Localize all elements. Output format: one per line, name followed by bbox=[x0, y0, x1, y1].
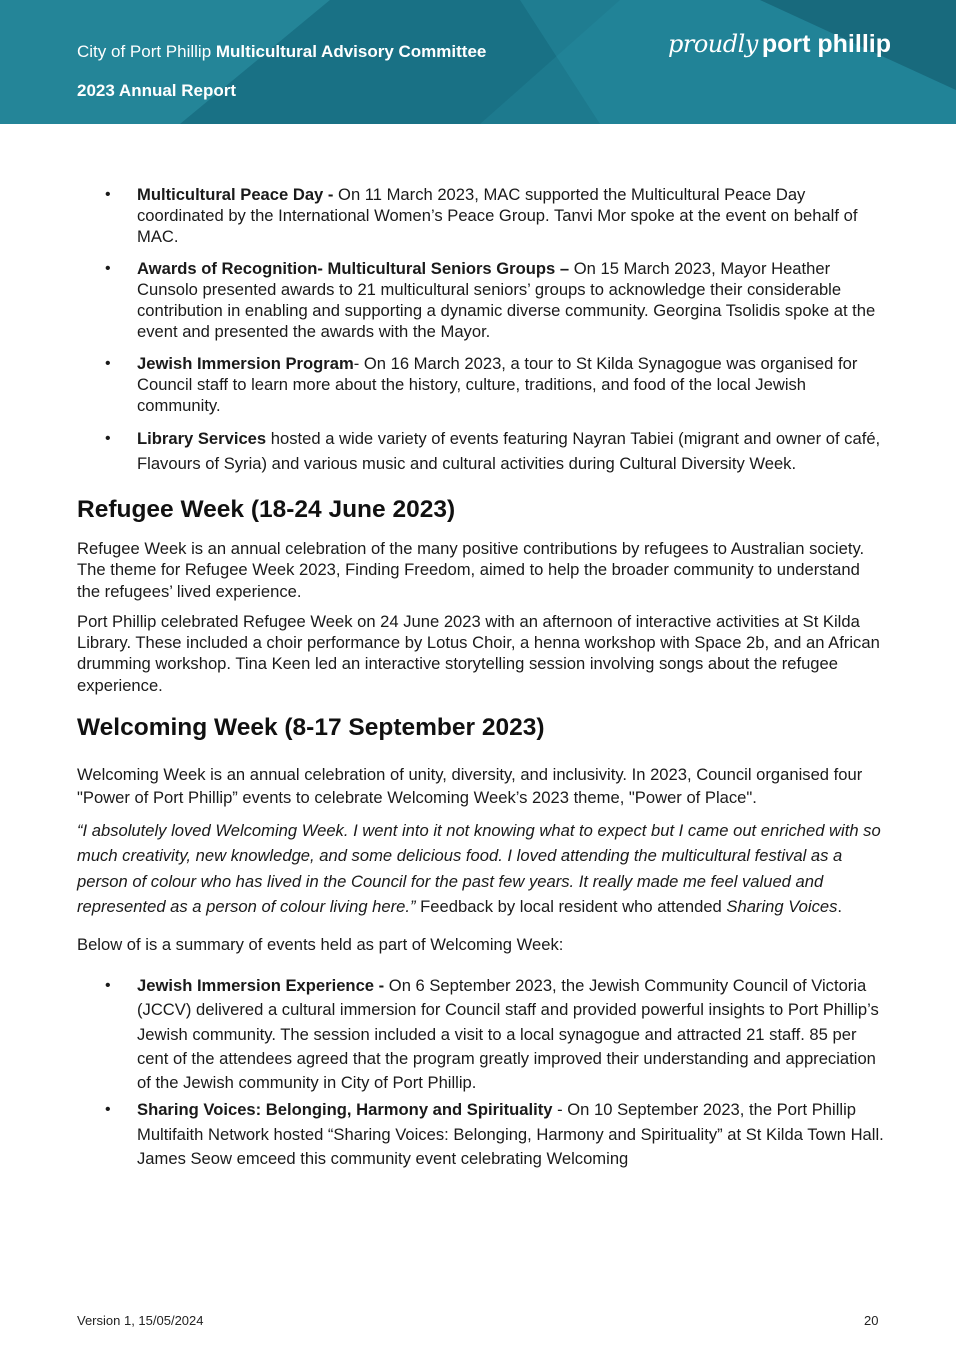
refugee-week-heading: Refugee Week (18-24 June 2023) bbox=[77, 496, 456, 523]
header-report-title: 2023 Annual Report bbox=[77, 81, 237, 100]
list-item bbox=[77, 1098, 885, 1171]
events-list-top bbox=[77, 184, 885, 476]
logo-bold-text: port phillip bbox=[761, 30, 891, 58]
list-item-text: On 6 September 2023, the Jewish Community Council of Victoria (JCCV) delivered a cultural immersion for Council staff and provided powerful insights to Port Phillip’s Jewish community. The session included a visit to a local synagogue and attracted 21 staff. 85 per cent of the attendees agreed that the program greatly improved their understanding and appreciation of the Jewish community in City of Port Phillip. bbox=[137, 976, 879, 1093]
list-item-text: On 11 March 2023, MAC supported the Multicultural Peace Day coordinated by the International Women’s Peace Group. Tanvi Mor spoke at the event on behalf of MAC. bbox=[137, 185, 858, 246]
list-item bbox=[77, 974, 885, 1095]
welcoming-week-heading: Welcoming Week (8-17 September 2023) bbox=[77, 714, 545, 742]
quote-event-name: Sharing Voices bbox=[726, 897, 838, 917]
list-item bbox=[77, 184, 885, 247]
events-list-bottom bbox=[77, 974, 885, 1171]
list-item-title: Multicultural Peace Day - bbox=[137, 185, 339, 204]
list-item-title: Jewish Immersion Experience - bbox=[137, 976, 389, 995]
footer-version: Version 1, 15/05/2024 bbox=[77, 1313, 204, 1328]
quote-text: “I absolutely loved Welcoming Week. I went into it not knowing what to expect but I came out enriched with so much creativity, new knowledge, and some delicious food. I loved attending the multicultural festival as a person of colour who has lived in the Council for the past few years. It really made me feel valued and represented as a person of colour living here.” bbox=[77, 821, 881, 917]
list-item-title: Awards of Recognition- Multicultural Seniors Groups – bbox=[137, 259, 574, 278]
footer-page-number: 20 bbox=[864, 1313, 879, 1328]
resident-feedback-quote bbox=[77, 818, 885, 920]
proudly-port-phillip-logo bbox=[668, 30, 891, 59]
header-org-title bbox=[77, 42, 486, 62]
list-item-text: - On 16 March 2023, a tour to St Kilda Synagogue was organised for Council staff to learn more about the history, culture, traditions, and food of the local Jewish community. bbox=[137, 354, 858, 415]
header-org-prefix: City of Port Phillip bbox=[77, 42, 216, 61]
list-item-title: Jewish Immersion Program bbox=[137, 354, 354, 373]
list-item-text: - On 10 September 2023, the Port Phillip Multifaith Network hosted “Sharing Voices: Belonging, Harmony and Spirituality” at St Kilda Town Hall. James Seow emceed this community event celebrating Welcoming bbox=[137, 1100, 884, 1169]
list-item bbox=[77, 427, 885, 476]
page-content bbox=[77, 184, 885, 1171]
header-background-graphic bbox=[0, 0, 956, 124]
list-item bbox=[77, 258, 885, 342]
summary-intro: Below of is a summary of events held as part of Welcoming Week: bbox=[77, 934, 564, 954]
list-item-title: Sharing Voices: Belonging, Harmony and Spirituality bbox=[137, 1100, 553, 1120]
logo-script-text: proudly bbox=[668, 30, 758, 58]
list-item-text: hosted a wide variety of events featuring Nayran Tabiei (migrant and owner of café, Flavours of Syria) and various music and cultural activities during Cultural Diversity Week. bbox=[137, 429, 881, 473]
page-header-banner bbox=[0, 0, 956, 124]
quote-end: . bbox=[837, 897, 843, 917]
list-item-text: On 15 March 2023, Mayor Heather Cunsolo presented awards to 21 multicultural seniors’ groups to acknowledge their considerable contribution in enabling and supporting a dynamic diverse community. Georgina Tsolidis spoke at the event and presented the awards with the Mayor. bbox=[137, 259, 876, 341]
welcoming-week-paragraph: Welcoming Week is an annual celebration of unity, diversity, and inclusivity. In 2023, Council organised four "Power of Port Phillip” events to celebrate Welcoming Week’s 2023 theme, "Power of Place". bbox=[77, 765, 863, 808]
list-item bbox=[77, 353, 885, 416]
refugee-week-paragraph-1: Refugee Week is an annual celebration of the many positive contributions by refugees to Australian society. The theme for Refugee Week 2023, Finding Freedom, aimed to help the broader community to understand the refugees’ lived experience. bbox=[77, 539, 865, 601]
list-item-title: Library Services bbox=[137, 429, 267, 448]
quote-attribution: Feedback by local resident who attended bbox=[415, 897, 727, 917]
refugee-week-paragraph-2: Port Phillip celebrated Refugee Week on 24 June 2023 with an afternoon of interactive activities at St Kilda Library. These included a choir performance by Lotus Choir, a henna workshop with Space 2b, and an African drumming workshop. Tina Keen led an interactive storytelling session involving songs about the refugee experience. bbox=[77, 611, 880, 695]
header-org-bold: Multicultural Advisory Committee bbox=[215, 42, 487, 61]
